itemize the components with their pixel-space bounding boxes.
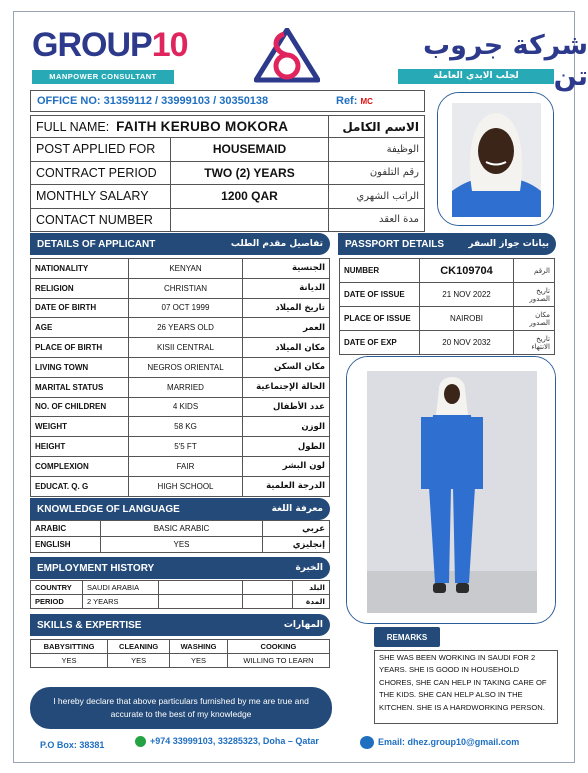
field-label: PLACE OF BIRTH	[31, 338, 129, 358]
email-icon	[360, 736, 374, 749]
field-label-arabic: العمر	[243, 318, 330, 338]
footer-phone: +974 33999103, 33285323, Doha – Qatar	[135, 736, 319, 747]
declaration-box: I hereby declare that above particulars furnished by me are true and accurate to the best of my knowledge	[30, 687, 332, 729]
field-label-arabic: تاريخ الميلاد	[243, 298, 330, 318]
field-label: ARABIC	[31, 521, 101, 537]
field-value: NEGROS ORIENTAL	[129, 357, 243, 377]
skill-value: WILLING TO LEARN	[227, 654, 329, 668]
footer-email: Email: dhez.group10@gmail.com	[360, 736, 519, 749]
company-logo: GROUP10	[32, 26, 188, 64]
remarks-label: REMARKS	[374, 627, 440, 647]
arabic-subtitle: لجلب الايدي العاملة	[398, 69, 554, 84]
field-label-arabic: الرقم	[514, 259, 555, 283]
field-value: CHRISTIAN	[129, 278, 243, 298]
field-value: 26 YEARS OLD	[129, 318, 243, 338]
applicant-name: FAITH KERUBO MOKORA	[116, 119, 289, 134]
field-label-arabic: تاريخ الصدور	[514, 283, 555, 307]
details-row	[31, 437, 330, 457]
field-label: DATE OF BIRTH	[31, 298, 129, 318]
skill-header: WASHING	[170, 640, 228, 654]
details-row	[31, 357, 330, 377]
field-value: CK109704	[420, 259, 514, 283]
field-label-arabic: الدرجة العلمية	[243, 476, 330, 496]
field-label: EDUCAT. Q. G	[31, 476, 129, 496]
empty-cell	[243, 581, 293, 595]
details-row	[31, 397, 330, 417]
field-value: 5'5 FT	[129, 437, 243, 457]
skill-value: YES	[170, 654, 228, 668]
details-row	[31, 318, 330, 338]
details-row	[31, 259, 330, 279]
skill-header: COOKING	[227, 640, 329, 654]
field-value: KENYAN	[129, 259, 243, 279]
language-row	[31, 537, 330, 553]
field-label-arabic: إنجليزي	[263, 537, 330, 553]
field-value: 21 NOV 2022	[420, 283, 514, 307]
field-value: MARRIED	[129, 377, 243, 397]
field-label-arabic: عربي	[263, 521, 330, 537]
field-label-arabic: مكان الميلاد	[243, 338, 330, 358]
field-value: YES	[101, 537, 263, 553]
empty-cell	[159, 581, 243, 595]
details-row	[31, 377, 330, 397]
language-row	[31, 521, 330, 537]
field-value: 2 YEARS	[83, 595, 159, 609]
details-row	[31, 417, 330, 437]
skills-value-row	[31, 654, 330, 668]
field-value: NAIROBI	[420, 307, 514, 331]
details-row	[31, 456, 330, 476]
skills-section-header: SKILLS & EXPERTISE المهارات	[30, 614, 330, 636]
field-label: WEIGHT	[31, 417, 129, 437]
field-label-arabic: تاريخ الانتهاء	[514, 331, 555, 355]
field-label: AGE	[31, 318, 129, 338]
field-value: SAUDI ARABIA	[83, 581, 159, 595]
details-section-header: DETAILS OF APPLICANT تفاصيل مقدم الطلب	[30, 233, 330, 255]
passport-section-header: PASSPORT DETAILS بيانات جواز السفر	[338, 233, 556, 255]
logo-subtitle: MANPOWER CONSULTANT	[32, 70, 174, 84]
field-value: KISII CENTRAL	[129, 338, 243, 358]
field-label: DATE OF ISSUE	[340, 283, 420, 307]
details-row	[31, 338, 330, 358]
field-label-arabic: الطول	[243, 437, 330, 457]
field-label-arabic: مكان الصدور	[514, 307, 555, 331]
field-label-arabic: الحالة الإجتماعية	[243, 377, 330, 397]
applicant-headshot-photo	[437, 92, 554, 226]
details-row	[31, 278, 330, 298]
field-label-arabic: المدة	[293, 595, 330, 609]
arabic-company-name: شركة جروب تن	[423, 30, 588, 92]
language-table	[30, 520, 330, 553]
remarks-text: SHE WAS BEEN WORKING IN SAUDI FOR 2 YEARS. SHE IS GOOD IN HOUSEHOLD CHORES, SHE CAN HELP IN TAKING CARE OF THE KIDS. SHE CAN HELP ALSO IN THE KITCHEN. SHE IS A HARDWORKING PERSON.	[374, 650, 558, 724]
passport-row	[340, 307, 555, 331]
skill-header: BABYSITTING	[31, 640, 108, 654]
field-label: ENGLISH	[31, 537, 101, 553]
employment-section-header: EMPLOYMENT HISTORY الخبرة	[30, 557, 330, 579]
footer-po-box: P.O Box: 38381	[40, 740, 105, 750]
field-value: 58 KG	[129, 417, 243, 437]
field-label: HEIGHT	[31, 437, 129, 457]
office-numbers: OFFICE NO: 31359112 / 33999103 / 30350138 Ref: MC	[30, 90, 425, 112]
details-table	[30, 258, 330, 497]
empty-cell	[243, 595, 293, 609]
passport-row	[340, 331, 555, 355]
field-label-arabic: لون البشر	[243, 456, 330, 476]
field-label-arabic: مكان السكن	[243, 357, 330, 377]
details-row	[31, 476, 330, 496]
skills-header-row	[31, 640, 330, 654]
field-value: BASIC ARABIC	[101, 521, 263, 537]
field-label: COUNTRY	[31, 581, 83, 595]
empty-cell	[159, 595, 243, 609]
passport-table	[339, 258, 555, 355]
whatsapp-icon	[135, 736, 146, 747]
employment-row	[31, 595, 330, 609]
passport-row	[340, 283, 555, 307]
field-label: COMPLEXION	[31, 456, 129, 476]
field-label-arabic: البلد	[293, 581, 330, 595]
skill-header: CLEANING	[108, 640, 170, 654]
field-label-arabic: الجنسية	[243, 259, 330, 279]
field-value: 20 NOV 2032	[420, 331, 514, 355]
skill-value: YES	[31, 654, 108, 668]
language-section-header: KNOWLEDGE OF LANGUAGE معرفة اللغة	[30, 498, 330, 520]
applicant-full-body-photo	[346, 356, 556, 624]
field-value: 07 OCT 1999	[129, 298, 243, 318]
field-value: FAIR	[129, 456, 243, 476]
logo-emblem-icon	[254, 28, 320, 91]
employment-table	[30, 580, 330, 609]
field-label: NO. OF CHILDREN	[31, 397, 129, 417]
main-info-table: FULL NAME: FAITH KERUBO MOKORA الاسم الكامل POST APPLIED FOR HOUSEMAID الوظيفة CONTRACT PERIOD TWO (2) YEARS رقم التلفون MONTHLY SALARY 1200 QAR الراتب الشهري CONTACT NUMBER مدة العقد	[30, 115, 425, 232]
field-label: DATE OF EXP	[340, 331, 420, 355]
ref-code: MC	[360, 97, 373, 106]
field-label-arabic: الوزن	[243, 417, 330, 437]
field-label: NATIONALITY	[31, 259, 129, 279]
field-value: 4 KIDS	[129, 397, 243, 417]
field-label: NUMBER	[340, 259, 420, 283]
skill-value: YES	[108, 654, 170, 668]
field-label: PLACE OF ISSUE	[340, 307, 420, 331]
details-row	[31, 298, 330, 318]
field-value: HIGH SCHOOL	[129, 476, 243, 496]
field-label: PERIOD	[31, 595, 83, 609]
field-label-arabic: الديانة	[243, 278, 330, 298]
field-label: MARITAL STATUS	[31, 377, 129, 397]
field-label-arabic: عدد الأطفال	[243, 397, 330, 417]
skills-table	[30, 639, 330, 668]
passport-row	[340, 259, 555, 283]
field-label: RELIGION	[31, 278, 129, 298]
employment-row	[31, 581, 330, 595]
field-label: LIVING TOWN	[31, 357, 129, 377]
